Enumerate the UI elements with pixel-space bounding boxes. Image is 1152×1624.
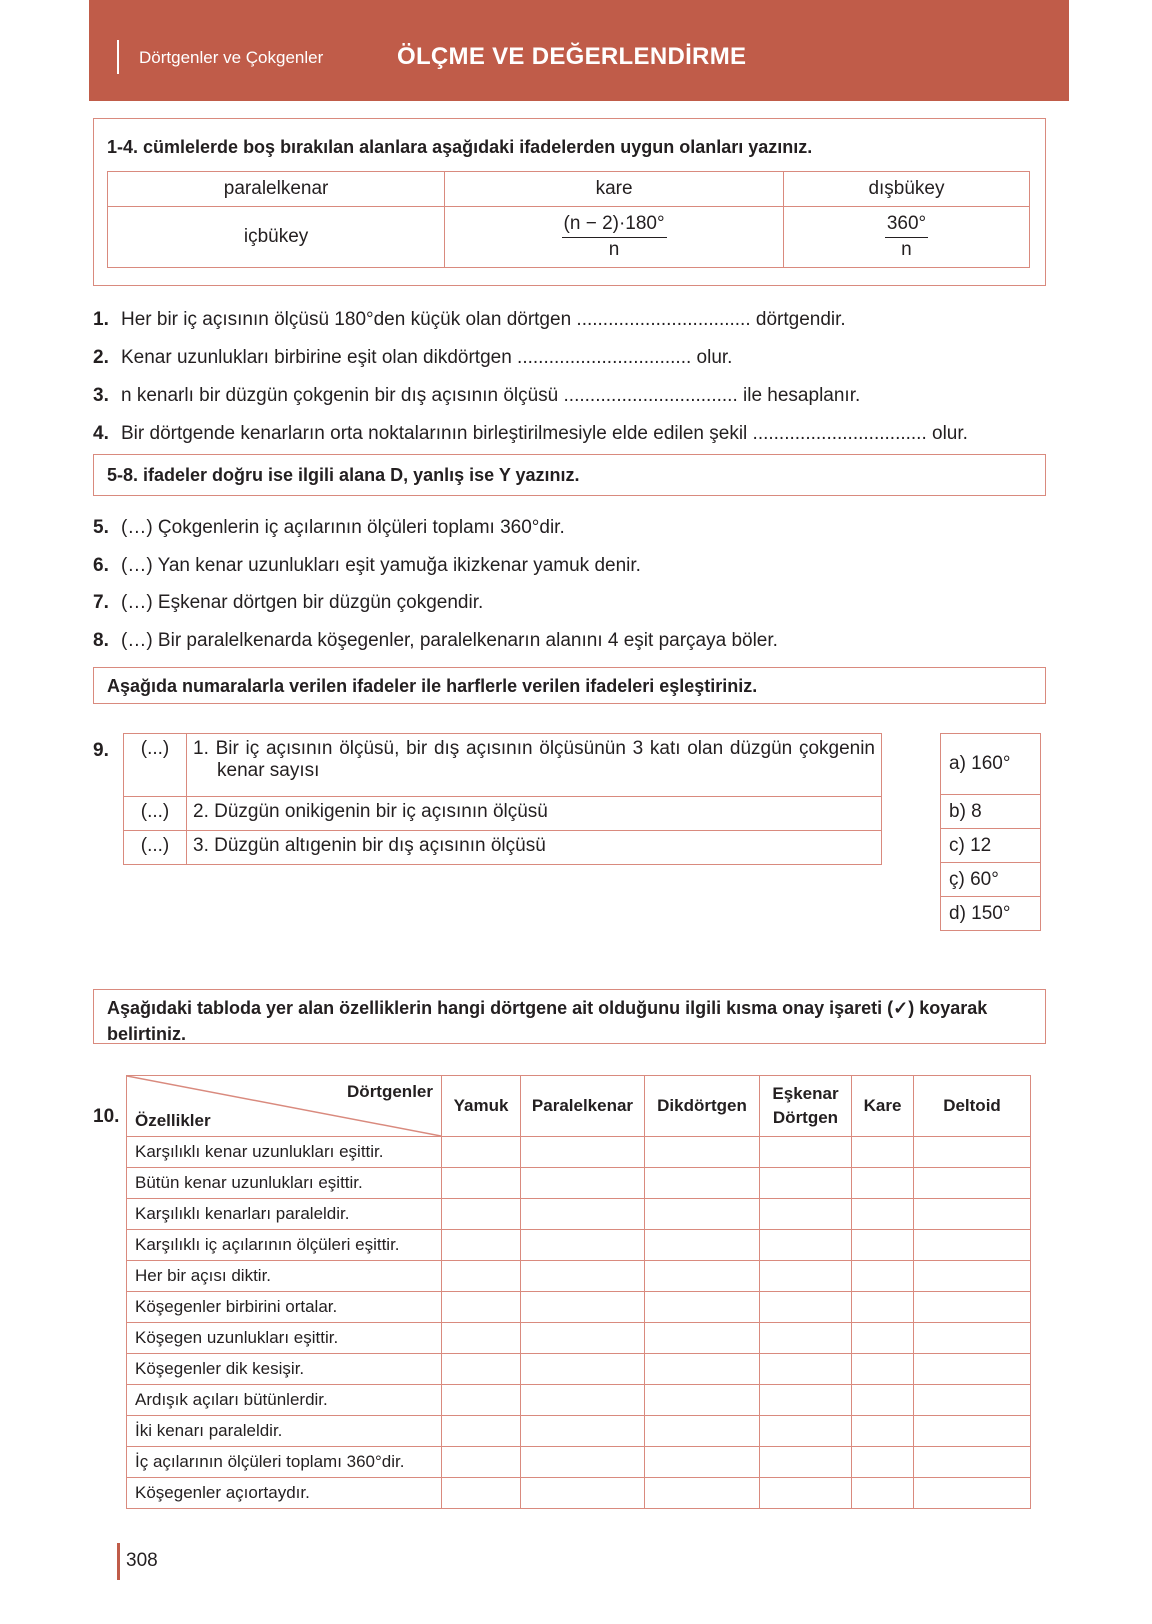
column-header: Kare (852, 1076, 914, 1137)
fraction-numerator: 360° (885, 213, 928, 238)
word-bank-cell: dışbükey (783, 172, 1029, 207)
question-1: 1. Her bir iç açısının ölçüsü 180°den küçük olan dörtgen ................................. dörtgendir. (93, 309, 846, 330)
check-cell[interactable] (645, 1137, 760, 1168)
check-cell[interactable] (645, 1447, 760, 1478)
check-cell[interactable] (760, 1292, 852, 1323)
check-cell[interactable] (914, 1168, 1031, 1199)
check-cell[interactable] (914, 1478, 1031, 1509)
word-bank-cell (783, 207, 1029, 268)
check-cell[interactable] (914, 1416, 1031, 1447)
matching-item: 1. Bir iç açısının ölçüsü, bir dış açısının ölçüsünün 3 katı olan düzgün çokgenin kenar sayısı (187, 734, 882, 797)
fraction-denominator: n (608, 239, 620, 260)
check-cell[interactable] (521, 1168, 645, 1199)
question-3: 3. n kenarlı bir düzgün çokgenin bir dış açısının ölçüsü ................................. ile hesaplanır. (93, 385, 861, 406)
question-9-number: 9. (93, 740, 109, 761)
check-cell[interactable] (852, 1447, 914, 1478)
check-cell[interactable] (442, 1137, 521, 1168)
check-cell[interactable] (442, 1230, 521, 1261)
check-cell[interactable] (760, 1199, 852, 1230)
section2-instruction: 5-8. ifadeler doğru ise ilgili alana D, yanlış ise Y yazınız. (107, 465, 580, 485)
check-cell[interactable] (760, 1323, 852, 1354)
check-cell[interactable] (760, 1416, 852, 1447)
check-cell[interactable] (914, 1137, 1031, 1168)
answer-options-table (940, 733, 1041, 931)
check-cell[interactable] (521, 1447, 645, 1478)
property-label: Karşılıklı kenar uzunlukları eşittir. (127, 1137, 442, 1168)
check-cell[interactable] (521, 1323, 645, 1354)
page-header (89, 0, 1069, 101)
check-cell[interactable] (442, 1354, 521, 1385)
answer-blank[interactable]: (...) (124, 734, 187, 797)
property-label: Köşegenler dik kesişir. (127, 1354, 442, 1385)
page-number-bar (117, 1543, 120, 1580)
check-cell[interactable] (442, 1385, 521, 1416)
check-cell[interactable] (760, 1354, 852, 1385)
check-cell[interactable] (760, 1261, 852, 1292)
answer-option: c) 12 (941, 829, 1041, 863)
page-number: 308 (126, 1550, 158, 1571)
check-cell[interactable] (852, 1230, 914, 1261)
property-label: Köşegenler açıortaydır. (127, 1478, 442, 1509)
question-4: 4. Bir dörtgende kenarların orta noktalarının birleştirilmesiyle elde edilen şekil ................................. olur. (93, 423, 968, 444)
check-cell[interactable] (645, 1416, 760, 1447)
check-cell[interactable] (645, 1230, 760, 1261)
fraction-numerator: (n − 2)·180° (562, 213, 667, 238)
check-cell[interactable] (521, 1385, 645, 1416)
check-cell[interactable] (760, 1478, 852, 1509)
table-row (127, 1168, 1031, 1199)
answer-blank[interactable]: (...) (124, 831, 187, 865)
check-cell[interactable] (914, 1447, 1031, 1478)
check-cell[interactable] (442, 1447, 521, 1478)
section3-instruction: Aşağıda numaralarla verilen ifadeler ile harflerle verilen ifadeleri eşleştiriniz. (107, 676, 758, 696)
table-row (127, 1354, 1031, 1385)
check-cell[interactable] (442, 1323, 521, 1354)
check-cell[interactable] (521, 1416, 645, 1447)
corner-label-rows: Özellikler (135, 1111, 211, 1130)
check-cell[interactable] (521, 1261, 645, 1292)
check-cell[interactable] (442, 1199, 521, 1230)
table-row (127, 1323, 1031, 1354)
table-row (127, 1261, 1031, 1292)
check-cell[interactable] (442, 1478, 521, 1509)
check-cell[interactable] (852, 1261, 914, 1292)
check-cell[interactable] (852, 1385, 914, 1416)
check-cell[interactable] (760, 1230, 852, 1261)
check-cell[interactable] (760, 1385, 852, 1416)
check-cell[interactable] (914, 1323, 1031, 1354)
matching-table (123, 733, 882, 865)
check-cell[interactable] (852, 1168, 914, 1199)
check-cell[interactable] (852, 1354, 914, 1385)
matching-item: 2. Düzgün onikigenin bir iç açısının ölçüsü (187, 797, 882, 831)
check-cell[interactable] (645, 1323, 760, 1354)
property-label: Bütün kenar uzunlukları eşittir. (127, 1168, 442, 1199)
check-cell[interactable] (914, 1354, 1031, 1385)
properties-table (126, 1075, 1031, 1509)
question-10-number: 10. (93, 1106, 120, 1127)
check-cell[interactable] (914, 1230, 1031, 1261)
corner-label-columns: Dörtgenler (347, 1082, 433, 1101)
column-header: Dikdörtgen (645, 1076, 760, 1137)
table-row (127, 1385, 1031, 1416)
table-corner-cell (127, 1076, 442, 1137)
check-cell[interactable] (914, 1199, 1031, 1230)
answer-option: a) 160° (941, 734, 1041, 795)
chapter-title: Dörtgenler ve Çokgenler (139, 48, 324, 67)
property-label: Ardışık açıları bütünlerdir. (127, 1385, 442, 1416)
property-label: Karşılıklı kenarları paraleldir. (127, 1199, 442, 1230)
check-cell[interactable] (852, 1199, 914, 1230)
header-divider (117, 40, 119, 74)
column-header: Paralelkenar (521, 1076, 645, 1137)
section4-instruction: Aşağıdaki tabloda yer alan özelliklerin hangi dörtgene ait olduğunu ilgili kısma onay işareti (✓) koyarak belirtiniz. (107, 998, 988, 1044)
fraction-denominator: n (901, 239, 912, 260)
word-bank-cell: içbükey (108, 207, 445, 268)
word-bank-cell (445, 207, 784, 268)
check-cell[interactable] (645, 1292, 760, 1323)
property-label: İki kenarı paraleldir. (127, 1416, 442, 1447)
table-row (127, 1416, 1031, 1447)
property-label: Köşegenler birbirini ortalar. (127, 1292, 442, 1323)
check-cell[interactable] (852, 1416, 914, 1447)
check-cell[interactable] (914, 1292, 1031, 1323)
check-cell[interactable] (852, 1478, 914, 1509)
property-label: Köşegen uzunlukları eşittir. (127, 1323, 442, 1354)
check-cell[interactable] (442, 1416, 521, 1447)
table-row (127, 1230, 1031, 1261)
fraction-interior-angle (562, 213, 667, 261)
check-cell[interactable] (914, 1385, 1031, 1416)
section1-instruction: 1-4. cümlelerde boş bırakılan alanlara aşağıdaki ifadelerden uygun olanları yazınız. (107, 137, 813, 157)
word-bank-table (107, 171, 1030, 268)
check-cell[interactable] (760, 1137, 852, 1168)
question-7: 7. (…) Eşkenar dörtgen bir düzgün çokgendir. (93, 592, 484, 613)
check-cell[interactable] (442, 1168, 521, 1199)
answer-option: ç) 60° (941, 863, 1041, 897)
check-cell[interactable] (521, 1292, 645, 1323)
question-8: 8. (…) Bir paralelkenarda köşegenler, paralelkenarın alanını 4 eşit parçaya böler. (93, 630, 778, 651)
check-cell[interactable] (645, 1199, 760, 1230)
property-label: Her bir açısı diktir. (127, 1261, 442, 1292)
check-cell[interactable] (852, 1137, 914, 1168)
check-cell[interactable] (645, 1385, 760, 1416)
column-header: Yamuk (442, 1076, 521, 1137)
word-bank-cell: kare (445, 172, 784, 207)
check-cell[interactable] (521, 1478, 645, 1509)
matching-item: 3. Düzgün altıgenin bir dış açısının ölçüsü (187, 831, 882, 865)
check-cell[interactable] (645, 1168, 760, 1199)
question-5: 5. (…) Çokgenlerin iç açılarının ölçüleri toplamı 360°dir. (93, 517, 565, 538)
table-row (127, 1137, 1031, 1168)
table-row (127, 1199, 1031, 1230)
check-cell[interactable] (760, 1168, 852, 1199)
table-row (127, 1447, 1031, 1478)
check-cell[interactable] (442, 1292, 521, 1323)
answer-blank[interactable]: (...) (124, 797, 187, 831)
property-label: Karşılıklı iç açılarının ölçüleri eşittir. (127, 1230, 442, 1261)
check-cell[interactable] (645, 1261, 760, 1292)
check-cell[interactable] (760, 1447, 852, 1478)
check-cell[interactable] (645, 1478, 760, 1509)
column-header: Deltoid (914, 1076, 1031, 1137)
answer-option: b) 8 (941, 795, 1041, 829)
check-cell[interactable] (852, 1323, 914, 1354)
check-cell[interactable] (521, 1199, 645, 1230)
column-header: Eşkenar Dörtgen (760, 1076, 852, 1137)
fraction-exterior-angle (885, 213, 928, 261)
page-title: ÖLÇME VE DEĞERLENDİRME (397, 43, 747, 70)
question-2: 2. Kenar uzunlukları birbirine eşit olan dikdörtgen ................................. olur. (93, 347, 733, 368)
property-label: İç açılarının ölçüleri toplamı 360°dir. (127, 1447, 442, 1478)
table-row (127, 1292, 1031, 1323)
check-cell[interactable] (645, 1354, 760, 1385)
check-cell[interactable] (914, 1261, 1031, 1292)
check-cell[interactable] (852, 1292, 914, 1323)
properties-rows (127, 1137, 1031, 1509)
table-row (127, 1478, 1031, 1509)
check-cell[interactable] (521, 1137, 645, 1168)
check-cell[interactable] (521, 1354, 645, 1385)
check-cell[interactable] (442, 1261, 521, 1292)
word-bank-cell: paralelkenar (108, 172, 445, 207)
question-6: 6. (…) Yan kenar uzunlukları eşit yamuğa ikizkenar yamuk denir. (93, 555, 641, 576)
answer-option: d) 150° (941, 897, 1041, 931)
check-cell[interactable] (521, 1230, 645, 1261)
